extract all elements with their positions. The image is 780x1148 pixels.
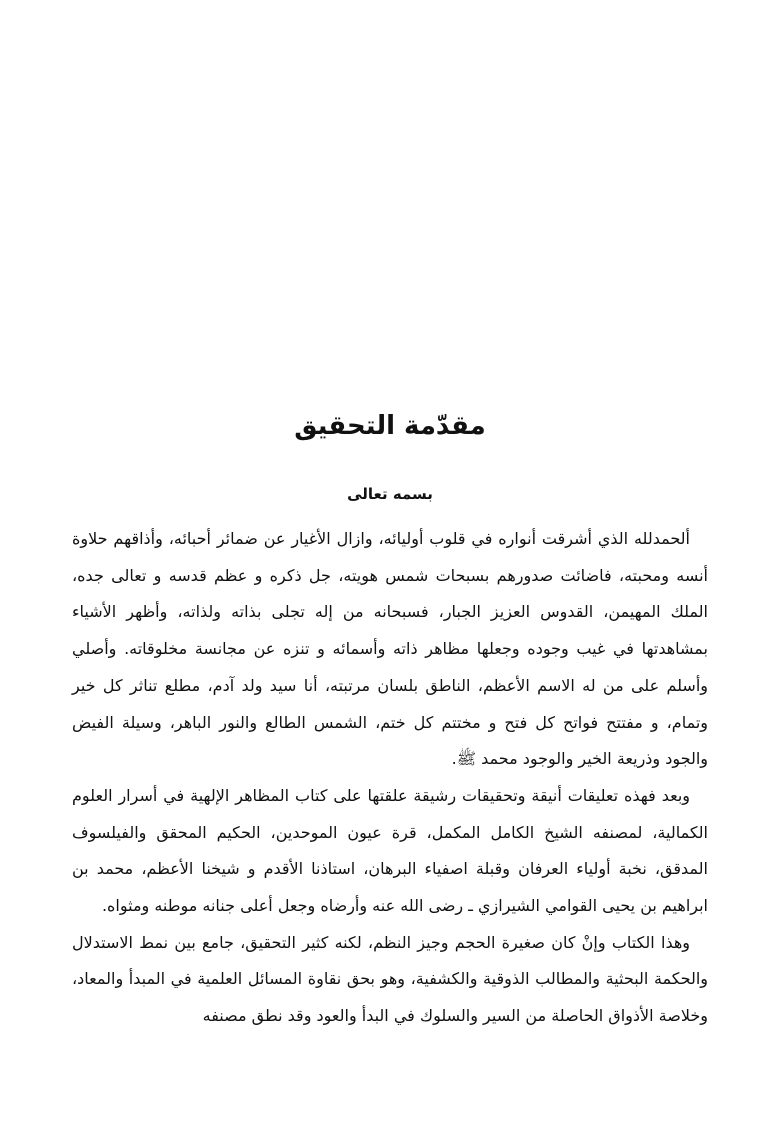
chapter-title: مقدّمة التحقيق [294, 411, 486, 441]
paragraph-praise: ألحمدلله الذي أشرقت أنواره في قلوب أوليائه، وازال الأغيار عن ضمائر أحبائه، وأذاقهم حلاوة أنسه ومحبته، فاضائت صدورهم بسبحات شمس هويته، جل ذكره و عظم قدسه و تعالى جده، الملك المهيمن، القدوس العزيز الجبار، فسبحانه من إله تجلى بذاته ولذاته، وأظهر الأشياء بمشاهدتها في غيب وجوده وجعلها مظاهر ذاته وأسمائه و تنزه عن مجانسة مخلوقاته. وأصلي وأسلم على من له الاسم الأعظم، الناطق بلسان مرتبته، أنا سيد ولد آدم، مطلع تناثر كل خير وتمام، و مفتتح فواتح كل فتح و مختتم كل ختم، الشمس الطالع والنور الباهر، وسيلة الفيض والجود وذريعة الخير والوجود محمد ﷺ. [72, 529, 708, 769]
paragraph-book-description: وهذا الكتاب وإنْ كان صغيرة الحجم وجيز النظم، لكنه كثير التحقيق، جامع بين نمط الاستدلال والحكمة البحثية والمطالب الذوقية والكشفية، وهو بحق نقاوة المسائل العلمية في المبدأ والمعاد، وخلاصة الأذواق الحاصلة من السير والسلوك في البدأ والعود وقد نطق مصنفه [72, 932, 708, 1026]
invocation-subtitle: بسمه تعالى [347, 485, 433, 503]
body-text [72, 521, 708, 1035]
paragraph-commentary: وبعد فهذه تعليقات أنيقة وتحقيقات رشيقة علقتها على كتاب المظاهر الإلهية في أسرار العلوم الكمالية، لمصنفه الشيخ الكامل المكمل، قرة عيون الموحدين، الحكيم المحقق والفيلسوف المدقق، نخبة أولياء العرفان وقبلة اصفياء البرهان، استاذنا الأقدم و شيخنا الأعظم، محمد بن ابراهيم بن يحيى القوامي الشيرازي ـ رضى الله عنه وأرضاه وجعل أعلى جنانه موطنه ومثواه. [72, 785, 708, 916]
